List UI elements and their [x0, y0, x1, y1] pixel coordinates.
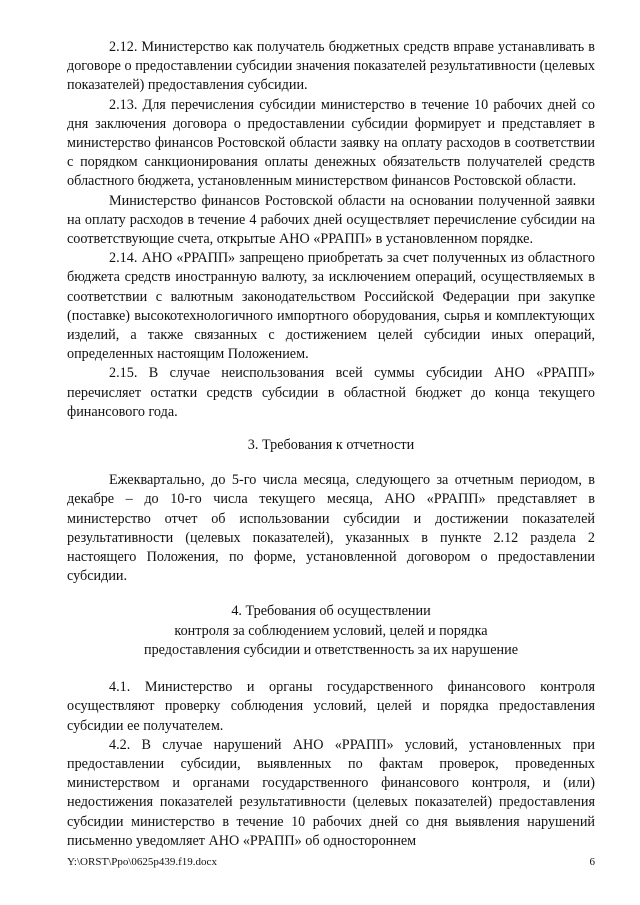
- section-4-heading-line: 4. Требования об осуществлении: [231, 603, 431, 620]
- paragraph-2-13-continuation: Министерство финансов Ростовской области на основании полученной заявки на оплату расходов в течение 4 рабочих дней осуществляет перечисление субсидии на соответствующие счета, открытые АНО «РРАПП» в установленном порядке.: [67, 192, 595, 248]
- paragraph-3-reporting: Ежеквартально, до 5-го числа месяца, следующего за отчетным периодом, в декабре – до 10-го числа текущего месяца, АНО «РРАПП» представляет в министерство отчет об использовании субсидии и достижении показателей результативности (целевых показателей), указанных в пункте 2.12 раздела 2 настоящего Положения, по форме, установленной договором о предоставлении субсидии.: [67, 472, 595, 585]
- paragraph-4-2: 4.2. В случае нарушений АНО «РРАПП» условий, установленных при предоставлении субсидии, выявленных по фактам проверок, проведенных министерством и органами государственного финансового контроля, и (или) недостижения показателей результативности (целевых показателей) предоставления субсидии министерство в течение 10 рабочих дней со дня выявления нарушений письменно уведомляет АНО «РРАПП» об одностороннем: [67, 736, 595, 849]
- section-4-heading-line: контроля за соблюдением условий, целей и порядка: [174, 622, 488, 639]
- document-body: [67, 38, 595, 851]
- paragraph-2-13: 2.13. Для перечисления субсидии министерство в течение 10 рабочих дней со дня заключения договора о предоставлении субсидии формирует и представляет в министерство финансов Ростовской области заявку на оплату расходов в соответствии с порядком санкционирования оплаты денежных обязательств получателей средств областного бюджета, установленным министерством финансов Ростовской области.: [67, 96, 595, 190]
- paragraph-2-12: 2.12. Министерство как получатель бюджетных средств вправе устанавливать в договоре о предоставлении субсидии значения показателей результативности (целевых показателей) предоставления субсидии.: [67, 39, 595, 94]
- section-3-heading: 3. Требования к отчетности: [247, 437, 415, 454]
- page-number: 6: [589, 856, 595, 868]
- paragraph-4-1: 4.1. Министерство и органы государственного финансового контроля осуществляют проверку соблюдения условий, целей и порядка предоставления субсидии ее получателем.: [67, 679, 595, 734]
- paragraph-2-14: 2.14. АНО «РРАПП» запрещено приобретать за счет полученных из областного бюджета средств иностранную валюту, за исключением операций, осуществляемых в соответствии с валютным законодательством Российской Федерации при закупке (поставке) высокотехнологичного импортного оборудования, сырья и комплектующих изделий, а также связанных с достижением целей субсидии иных операций, определенных настоящим Положением.: [67, 250, 595, 363]
- footer-file-path: Y:\ORST\Ppo\0625p439.f19.docx: [67, 856, 217, 868]
- section-4-heading: [67, 602, 595, 660]
- paragraph-2-15: 2.15. В случае неиспользования всей суммы субсидии АНО «РРАПП» перечисляет остатки средств субсидии в областной бюджет до конца текущего финансового года.: [67, 365, 595, 420]
- section-4-heading-line: предоставления субсидии и ответственность за их нарушение: [143, 641, 518, 658]
